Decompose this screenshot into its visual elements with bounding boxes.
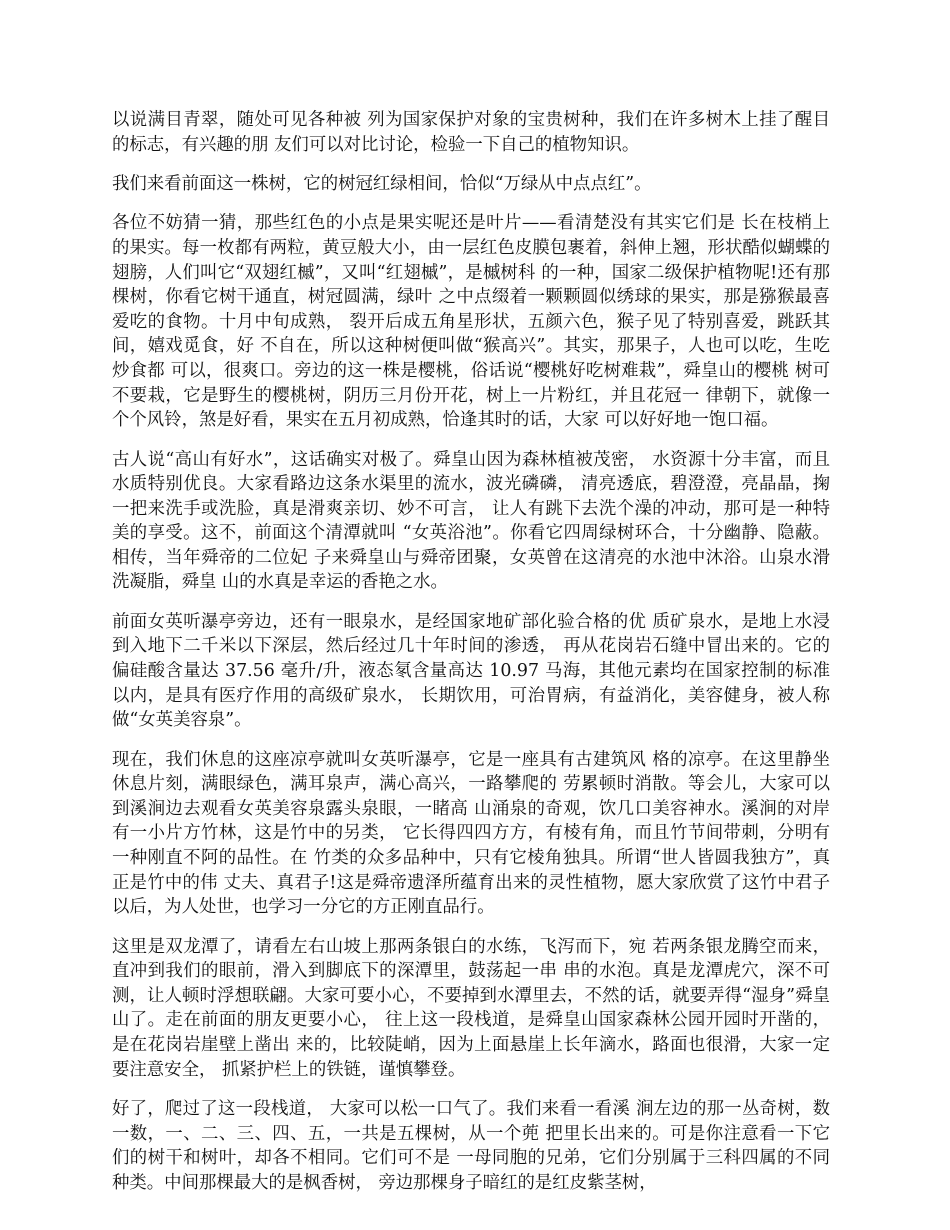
paragraph-2: 我们来看前面这一株树，它的树冠红绿相间，恰似“万绿从中点点红”。 xyxy=(112,173,652,194)
document-page xyxy=(112,108,830,1210)
paragraph-3: 各位不妨猜一猜，那些红色的小点是果实呢还是叶片——看清楚没有其实它们是 长在枝梢上的果实。每一枚都有两粒，黄豆般大小，由一层红色皮膜包裹着，斜伸上翘，形状酷似蝴蝶的翅膀，人们叫它“双翅红槭”，又叫“红翅槭”，是槭树科 的一种，国家二级保护植物呢!还有那棵树，你看它树干通直，树冠圆满，绿叶 之中点缀着一颗颗圆似绣球的果实，那是猕猴最喜爱吃的食物。十月中旬成熟， 裂开后成五角星形状，五颜六色，猴子见了特别喜爱，跳跃其间，嬉戏觅食，好 不自在，所以这种树便叫做“猴高兴”。其实，那果子，人也可以吃，生吃炒食都 可以，很爽口。旁边的这一株是樱桃，俗话说“樱桃好吃树难栽”，舜皇山的樱桃 树可不要栽，它是野生的樱桃树，阴历三月份开花，树上一片粉红，并且花冠一 律朝下，就像一个个风铃，煞是好看，果实在五月初成熟，恰逢其时的话，大家 可以好好地一饱口福。 xyxy=(112,213,830,431)
paragraph-5: 前面女英听瀑亭旁边，还有一眼泉水，是经国家地矿部化验合格的优 质矿泉水，是地上水浸到入地下二千米以下深层，然后经过几十年时间的渗透， 再从花岗岩石缝中冒出来的。它的偏硅酸含量达 37.56 毫升/升，液态氡含量高达 10.97 马海，其他元素均在国家控制的标准以内，是具有医疗作用的高级矿泉水， 长期饮用，可治胃病，有益消化，美容健身，被人称做“女英美容泉”。 xyxy=(112,611,830,731)
paragraph-1: 以说满目青翠，随处可见各种被 列为国家保护对象的宝贵树种，我们在许多树木上挂了醒目的标志，有兴趣的朋 友们可以对比讨论，检验一下自己的植物知识。 xyxy=(112,110,830,155)
paragraph-4: 古人说“高山有好水”，这话确实对极了。舜皇山因为森林植被茂密， 水资源十分丰富，而且水质特别优良。大家看路边这条水渠里的流水，波光磷磷， 清亮透底，碧澄澄，亮晶晶，掬一把来洗手或洗脸，真是滑爽亲切、妙不可言， 让人有跳下去洗个澡的冲动，那可是一种特美的享受。这不，前面这个清潭就叫 “女英浴池”。你看它四周绿树环合，十分幽静、隐蔽。相传，当年舜帝的二位妃 子来舜皇山与舜帝团聚，女英曾在这清亮的水池中沐浴。山泉水滑洗凝脂，舜皇 山的水真是幸运的香艳之水。 xyxy=(112,449,830,593)
paragraph-6: 现在，我们休息的这座凉亭就叫女英听瀑亭，它是一座具有古建筑风 格的凉亭。在这里静坐休息片刻，满眼绿色，满耳泉声，满心高兴，一路攀爬的 劳累顿时消散。等会儿，大家可以到溪涧边去观看女英美容泉露头泉眼，一睹高 山涌泉的奇观，饮几口美容神水。溪涧的对岸有一小片方竹林，这是竹中的另类， 它长得四四方方，有棱有角，而且竹节间带刺，分明有一种刚直不阿的品性。在 竹类的众多品种中，只有它棱角独具。所谓“世人皆圆我独方”，真正是竹中的伟 丈夫、真君子!这是舜帝遗泽所蕴育出来的灵性植物，愿大家欣赏了这竹中君子 以后，为人处世，也学习一分它的方正刚直品行。 xyxy=(112,749,830,918)
paragraph-7: 这里是双龙潭了，请看左右山坡上那两条银白的水练，飞泻而下，宛 若两条银龙腾空而来，直冲到我们的眼前，滑入到脚底下的深潭里，鼓荡起一串 串的水泡。真是龙潭虎穴，深不可测，让人顿时浮想联翩。大家可要小心，不要掉到水潭里去，不然的话，就要弄得“湿身”舜皇山了。走在前面的朋友更要小心， 往上这一段栈道，是舜皇山国家森林公园开园时开凿的，是在花岗岩崖壁上凿出 来的，比较陡峭，因为上面悬崖上长年滴水，路面也很滑，大家一定要注意安全， 抓紧护栏上的铁链，谨慎攀登。 xyxy=(112,936,830,1080)
paragraph-8: 好了，爬过了这一段栈道， 大家可以松一口气了。我们来看一看溪 涧左边的那一丛奇树，数一数，一、二、三、四、五，一共是五棵树，从一个蔸 把里长出来的。可是你注意看一下它们的树干和树叶，却各不相同。它们可不是 一母同胞的兄弟，它们分别属于三科四属的不同种类。中间那棵最大的是枫香树， 旁边那棵身子暗红的是红皮紫茎树， xyxy=(112,1098,830,1193)
